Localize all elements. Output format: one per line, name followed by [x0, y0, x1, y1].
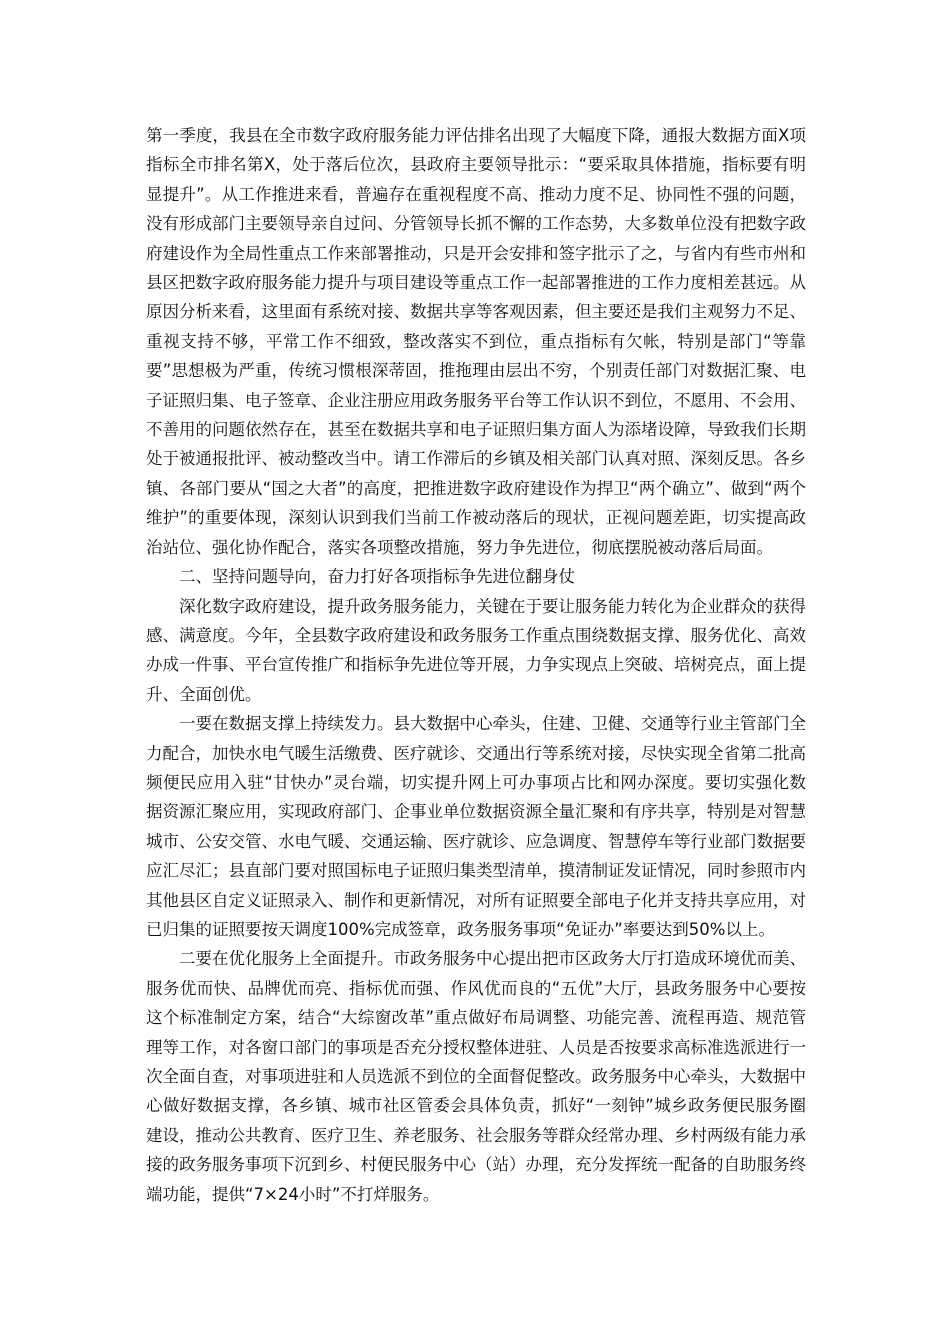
paragraph-5: 二要在优化服务上全面提升。市政务服务中心提出把市区政务大厅打造成环境优而美、服务优而快、品牌优而亮、指标优而强、作风优而良的“五优”大厅，县政务服务中心要按这个标准制定方案，结合“大综窗改革”重点做好布局调整、功能完善、流程再造、规范管理等工作，对各窗口部门的事项是否充分授权整体进驻、人员是否按要求高标准选派进行一次全面自查，对事项进驻和人员选派不到位的全面督促整改。政务服务中心牵头，大数据中心做好数据支撑，各乡镇、城市社区管委会具体负责，抓好“一刻钟”城乡政务便民服务圈建设，推动公共教育、医疗卫生、养老服务、社会服务等群众经常办理、乡村两级有能力承接的政务服务事项下沉到乡、村便民服务中心（站）办理，充分发挥统一配备的自助服务终端功能，提供“7×24小时”不打烊服务。	[146, 949, 806, 1204]
document-body	[146, 121, 806, 1209]
paragraph-4: 一要在数据支撑上持续发力。县大数据中心牵头，住建、卫健、交通等行业主管部门全力配合，加快水电气暖生活缴费、医疗就诊、交通出行等系统对接，尽快实现全省第二批高频便民应用入驻“甘快办”灵台端，切实提升网上可办事项占比和网办深度。要切实强化数据资源汇聚应用，实现政府部门、企事业单位数据资源全量汇聚和有序共享，特别是对智慧城市、公安交管、水电气暖、交通运输、医疗就诊、应急调度、智慧停车等行业部门数据要应汇尽汇；县直部门要对照国标电子证照归集类型清单，摸清制证发证情况，同时参照市内其他县区自定义证照录入、制作和更新情况，对所有证照要全部电子化并支持共享应用，对已归集的证照要按天调度100%完成签章，政务服务事项“免证办”率要达到50%以上。	[146, 714, 806, 939]
section-heading-2: 二、坚持问题导向，奋力打好各项指标争先进位翻身仗	[179, 567, 575, 587]
paragraph-3: 深化数字政府建设，提升政务服务能力，关键在于要让服务能力转化为企业群众的获得感、满意度。今年，全县数字政府建设和政务服务工作重点围绕数据支撑、服务优化、高效办成一件事、平台宣传推广和指标争先进位等开展，力争实现点上突破、培树亮点，面上提升、全面创优。	[146, 596, 806, 704]
paragraph-1: 第一季度，我县在全市数字政府服务能力评估排名出现了大幅度下降，通报大数据方面X项指标全市排名第X，处于落后位次，县政府主要领导批示：“要采取具体措施，指标要有明显提升”。从工作推进来看，普遍存在重视程度不高、推动力度不足、协同性不强的问题，没有形成部门主要领导亲自过问、分管领导长抓不懈的工作态势，大多数单位没有把数字政府建设作为全局性重点工作来部署推动，只是开会安排和签字批示了之，与省内有些市州和县区把数字政府服务能力提升与项目建设等重点工作一起部署推进的工作力度相差甚远。从原因分析来看，这里面有系统对接、数据共享等客观因素，但主要还是我们主观努力不足、重视支持不够，平常工作不细致，整改落实不到位，重点指标有欠帐，特别是部门“等靠要”思想极为严重，传统习惯根深蒂固，推拖理由层出不穷，个别责任部门对数据汇聚、电子证照归集、电子签章、企业注册应用政务服务平台等工作认识不到位，不愿用、不会用、不善用的问题依然存在，甚至在数据共享和电子证照归集方面人为添堵设障，导致我们长期处于被通报批评、被动整改当中。请工作滞后的乡镇及相关部门认真对照、深刻反思。各乡镇、各部门要从“国之大者”的高度，把推进数字政府建设作为捍卫“两个确立”、做到“两个维护”的重要体现，深刻认识到我们当前工作被动落后的现状，正视问题差距，切实提高政治站位、强化协作配合，落实各项整改措施，努力争先进位，彻底摆脱被动落后局面。	[146, 126, 806, 557]
